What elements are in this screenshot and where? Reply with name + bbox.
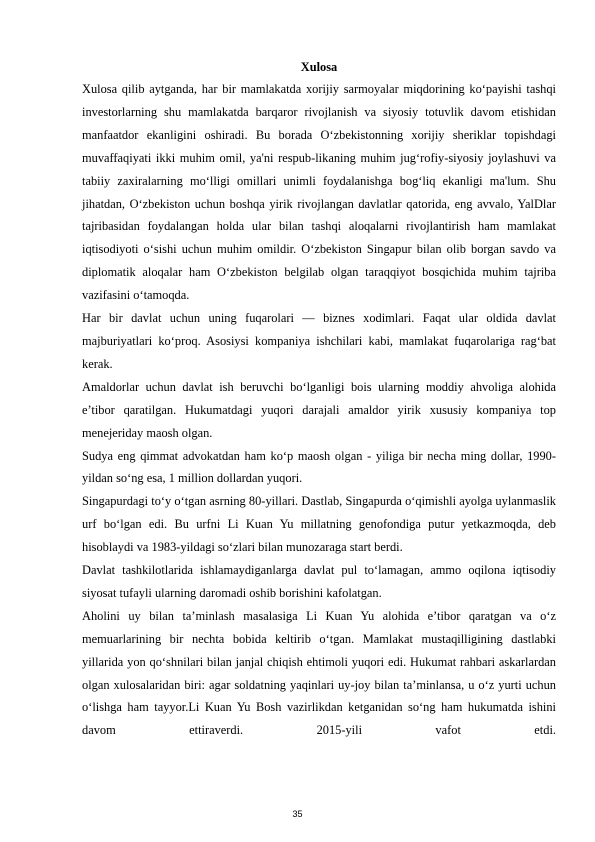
paragraph-5 [82, 490, 556, 559]
paragraph-text: Har bir davlat uchun uning fuqarolari — biznes xodimlari. Faqat ular oldida davlat majburiyatlari ko‘proq. Asosiysi kompaniya ishchilari kabi, mamlakat fuqarolariga rag‘bat kerak. [82, 311, 556, 371]
page-number: 35 [292, 809, 303, 819]
paragraph-7 [82, 605, 556, 742]
paragraph-2 [82, 307, 556, 376]
document-page [82, 56, 556, 742]
paragraph-text: Aholini uy bilan ta’minlash masalasiga Li Kuan Yu alohida e’tibor qaratgan va o‘z memuarlarining bir nechta bobida keltirib o‘tgan. Mamlakat mustaqilligining dastlabki yillarida yon qo‘shnilari bilan janjal chiqish ehtimoli yuqori edi. Hukumat rahbari askarlardan olgan xulosalaridan biri: agar soldatning yaqinlari uy-joy bilan ta’minlansa, u o‘z yurti uchun o‘lishga ham tayyor.Li Kuan Yu Bosh vazirlikdan ketganidan so‘ng ham hukumatda ishini davom ettiraverdi. 2015-yili vafot etdi. [82, 608, 556, 738]
paragraph-6 [82, 559, 556, 605]
paragraph-text: Singapurdagi to‘y o‘tgan asrning 80-yillari. Dastlab, Singapurda o‘qimishli ayolga uylanmaslik urf bo‘lgan edi. Bu urfni Li Kuan Yu millatning genofondiga putur yetkazmoqda, deb hisoblaydi va 1983-yildagi so‘zlari bilan munozaraga start berdi. [82, 494, 556, 555]
paragraph-4 [82, 445, 556, 491]
page-title: Xulosa [300, 60, 338, 74]
paragraph-3 [82, 376, 556, 445]
paragraph-text: Amaldorlar uchun davlat ish beruvchi bo‘lganligi bois ularning moddiy ahvoliga alohida e’tibor qaratilgan. Hukumatdagi yuqori darajali amaldor yirik xususiy kompaniya top menejeriday maosh olgan. [82, 379, 556, 440]
paragraph-text: Xulosa qilib aytganda, har bir mamlakatda xorijiy sarmoyalar miqdorining ko‘payishi tashqi investorlarning shu mamlakatda barqaror rivojlanish va siyosiy totuvlik davom etishidan manfaatdor ekanligini oshiradi. Bu borada O‘zbekistonning xorijiy sheriklar topishdagi muvaffaqiyati ikki muhim omil, ya'ni respub-likaning muhim jug‘rofiy-siyosiy joylashuvi va tabiiy zaxiralarning mo‘lligi omillari unimli foydalanishga bog‘liq ekanligi ma'lum. Shu jihatdan, O‘zbekiston uchun boshqa yirik rivojlangan davlatlar qatorida, eng avvalo, YalDlar tajribasidan foydalangan holda ular bilan tashqi aloqalarni rivojlantirish ham mamlakat iqtisodiyoti o‘sishi uchun muhim omildir. O‘zbekiston Singapur bilan olib borgan savdo va diplomatik aloqalar ham O‘zbekiston belgilab olgan taraqqiyot bosqichida muhim tajriba vazifasini o‘tamoqda. [82, 82, 556, 303]
paragraph-text: Sudya eng qimmat advokatdan ham ko‘p maosh olgan - yiliga bir necha ming dollar, 1990-yildan so‘ng esa, 1 million dollardan yuqori. [82, 448, 556, 486]
paragraph-1 [82, 78, 556, 307]
paragraph-text: Davlat tashkilotlarida ishlamaydiganlarga davlat pul to‘lamagan, ammo oqilona iqtisodiy siyosat tufayli ularning daromadi oshib borishini kafolatgan. [82, 563, 556, 600]
